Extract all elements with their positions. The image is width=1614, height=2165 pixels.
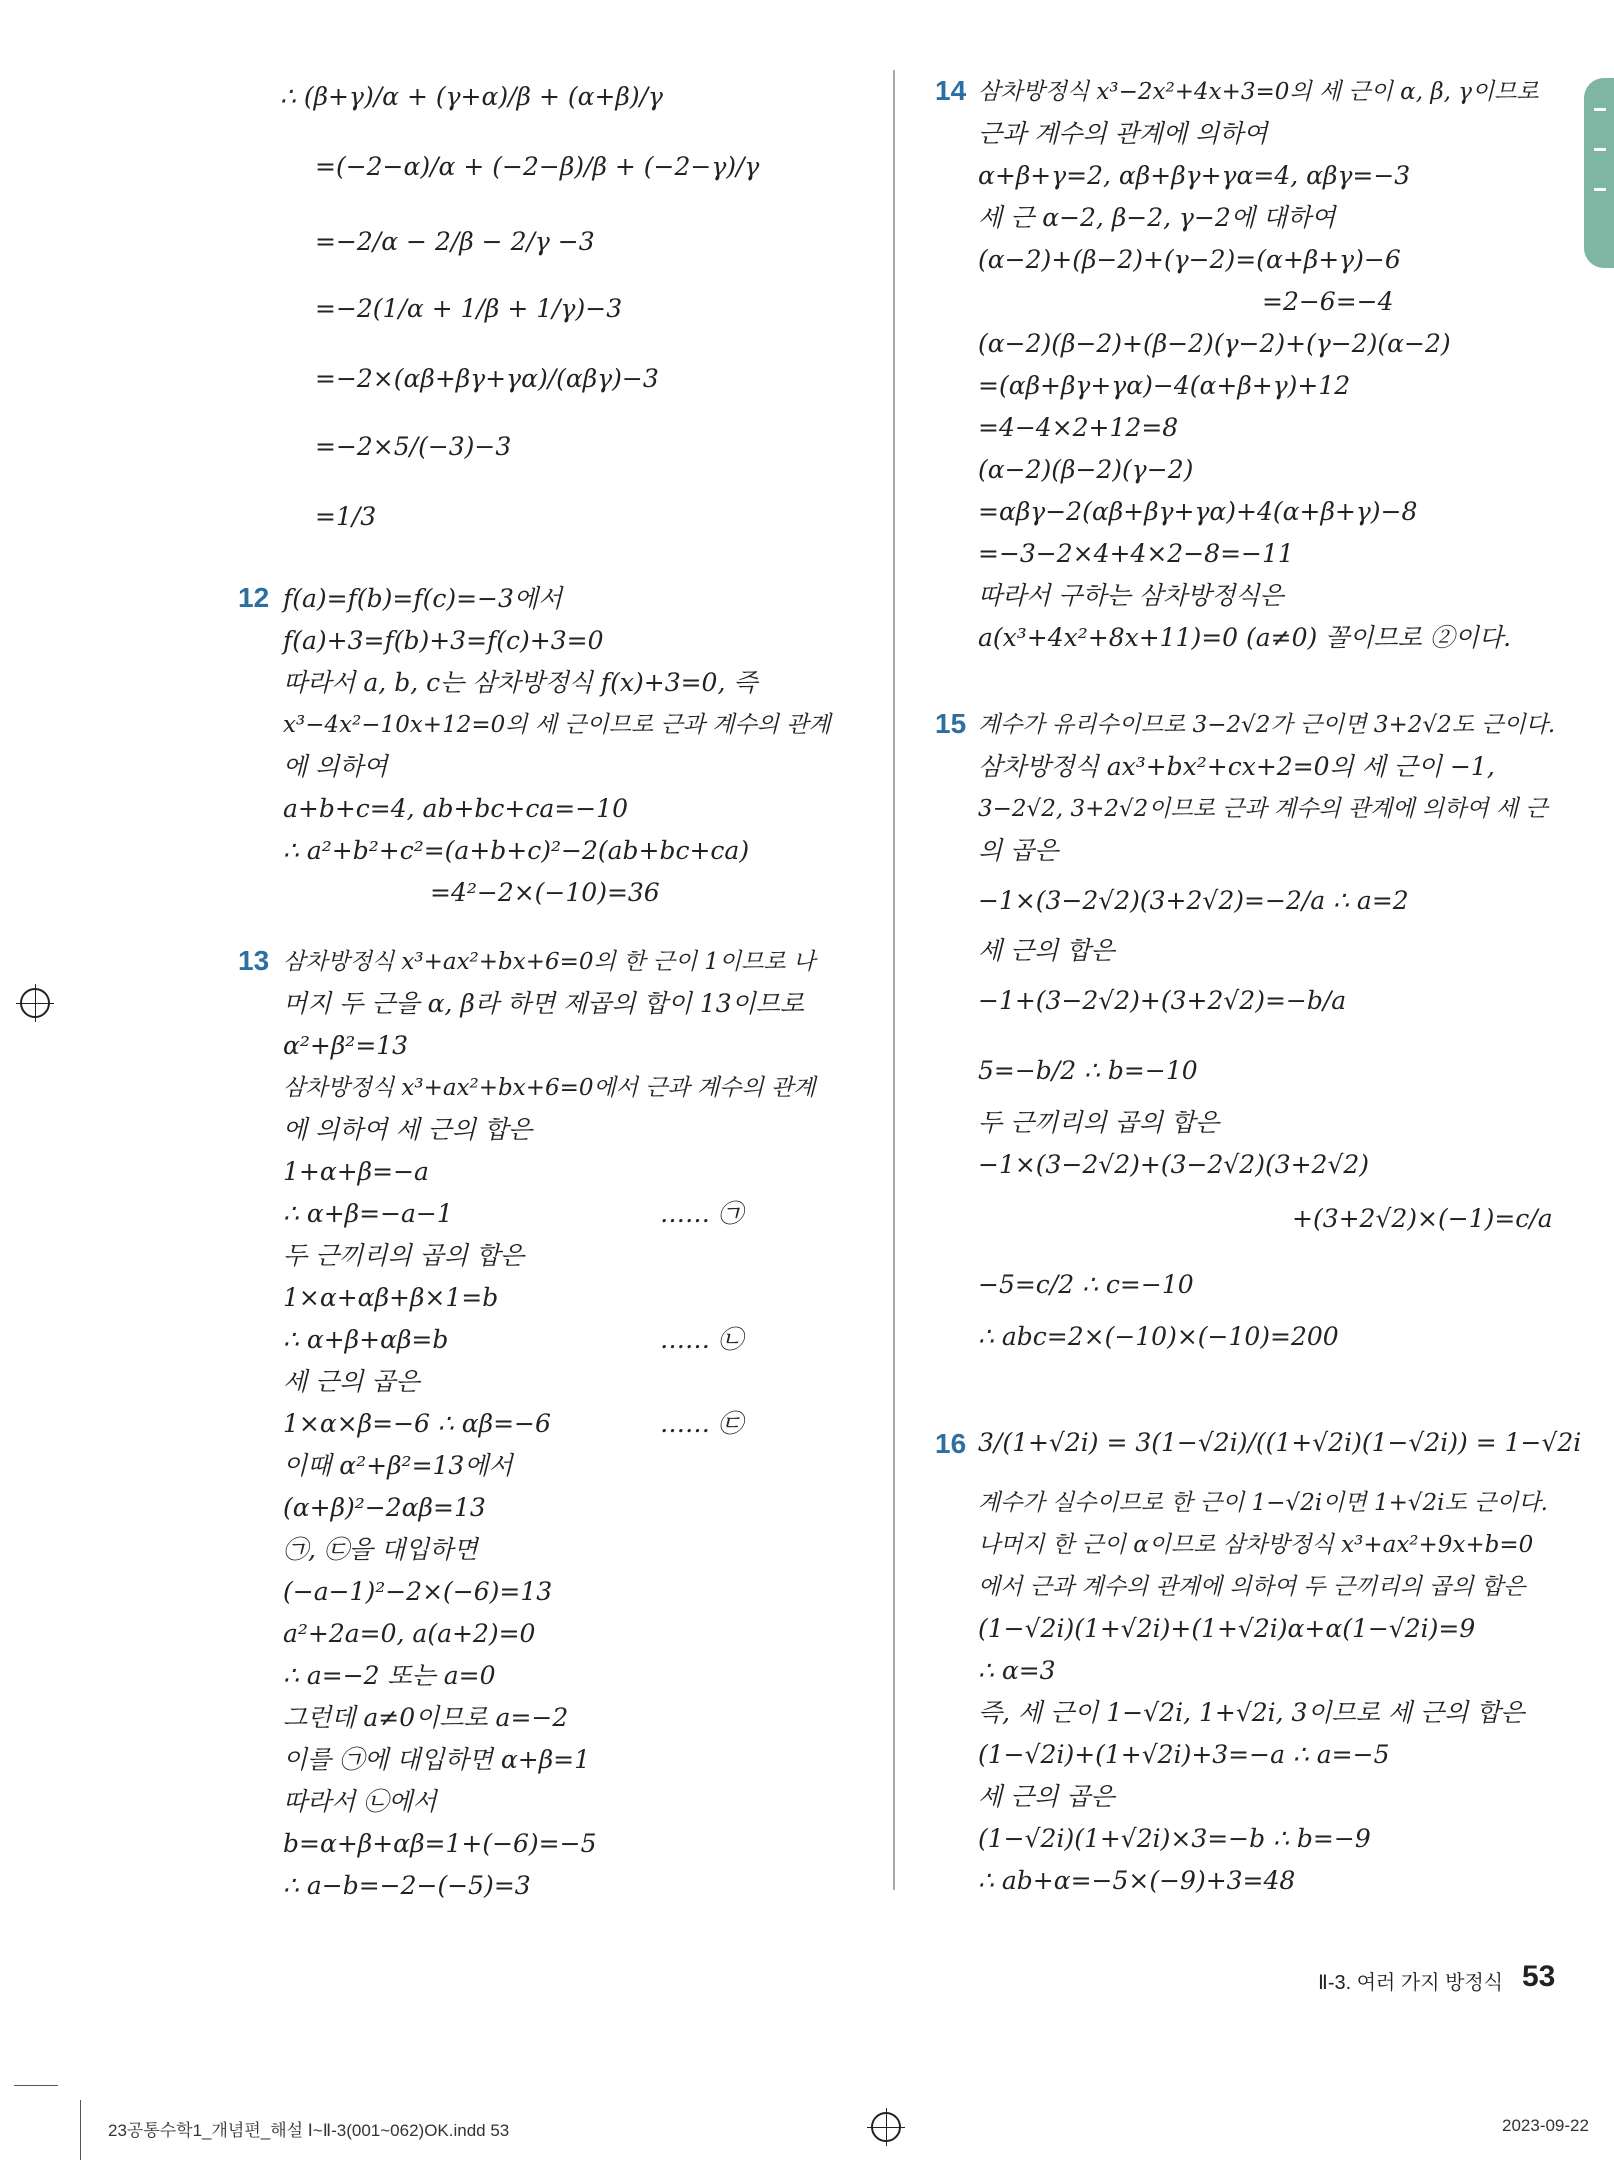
p13-line: 1+α+β=−a	[283, 1157, 429, 1186]
p12-line: x³−4x²−10x+12=0의 세 근이므로 근과 계수의 관계	[283, 712, 831, 738]
problem-number: 16	[935, 1428, 967, 1459]
p14-line: 근과 계수의 관계에 의하여	[978, 119, 1268, 148]
p16-line: 세 근의 곱은	[978, 1782, 1115, 1811]
problem-number: 15	[935, 708, 967, 739]
p15-line: ∴ abc=2×(−10)×(−10)=200	[978, 1322, 1339, 1351]
p13-line: ∴ a−b=−2−(−5)=3	[283, 1871, 531, 1900]
p16-line: (1−√2i)(1+√2i)+(1+√2i)α+α(1−√2i)=9	[978, 1614, 1476, 1643]
p11-line: =−2×(αβ+βγ+γα)/(αβγ)−3	[315, 364, 659, 393]
p11-line: =1/3	[315, 502, 377, 531]
p13-line: 이를 ㉠에 대입하면 α+β=1	[283, 1745, 591, 1774]
p16-line: 나머지 한 근이 α이므로 삼차방정식 x³+ax²+9x+b=0	[978, 1532, 1534, 1558]
p13-line: ∴ α+β+αβ=b	[283, 1325, 449, 1354]
p13-line: 머지 두 근을 α, β라 하면 제곱의 합이 13이므로	[283, 989, 805, 1018]
p14-line: (α−2)(β−2)+(β−2)(γ−2)+(γ−2)(α−2)	[978, 329, 1451, 358]
equation-mark: …… ㉠	[660, 1199, 743, 1228]
p13-line: 1×α+αβ+β×1=b	[283, 1283, 499, 1312]
problem-number: 12	[238, 582, 270, 613]
p14-line: 세 근 α−2, β−2, γ−2에 대하여	[978, 203, 1336, 232]
section-tab	[1584, 78, 1614, 268]
p15-line: 계수가 유리수이므로 3−2√2가 근이면 3+2√2도 근이다.	[978, 712, 1556, 738]
p13-line: α²+β²=13	[283, 1031, 409, 1060]
p13-line: 이때 α²+β²=13에서	[283, 1451, 513, 1480]
p14-line: (α−2)+(β−2)+(γ−2)=(α+β+γ)−6	[978, 245, 1401, 274]
p14-line: 따라서 구하는 삼차방정식은	[978, 581, 1284, 610]
p13-line: 그런데 a≠0이므로 a=−2	[283, 1703, 569, 1732]
p15-line: −5=c/2 ∴ c=−10	[978, 1270, 1194, 1299]
p11-line: =−2(1/α + 1/β + 1/γ)−3	[315, 294, 623, 323]
p15-line: 3−2√2, 3+2√2이므로 근과 계수의 관계에 의하여 세 근	[978, 796, 1548, 822]
p15-line: −1+(3−2√2)+(3+2√2)=−b/a	[978, 986, 1347, 1015]
p13-line: ㉠, ㉢을 대입하면	[283, 1535, 478, 1564]
p16-line: (1−√2i)+(1+√2i)+3=−a ∴ a=−5	[978, 1740, 1390, 1769]
p15-line: 삼차방정식 ax³+bx²+cx+2=0의 세 근이 −1,	[978, 752, 1495, 781]
p13-line: 두 근끼리의 곱의 합은	[283, 1241, 525, 1270]
p15-line: 세 근의 합은	[978, 936, 1115, 965]
p13-line: 삼차방정식 x³+ax²+bx+6=0의 한 근이 1이므로 나	[283, 949, 816, 975]
p14-line: (α−2)(β−2)(γ−2)	[978, 455, 1194, 484]
p11-line: ∴ (β+γ)/α + (γ+α)/β + (α+β)/γ	[280, 82, 663, 111]
p15-line: 두 근끼리의 곱의 합은	[978, 1108, 1220, 1137]
p13-line: (−a−1)²−2×(−6)=13	[283, 1577, 553, 1606]
registration-mark-icon	[20, 988, 50, 1018]
p13-line: (α+β)²−2αβ=13	[283, 1493, 486, 1522]
crop-mark	[80, 2100, 81, 2160]
p16-line: 계수가 실수이므로 한 근이 1−√2i이면 1+√2i도 근이다.	[978, 1490, 1548, 1516]
p12-line: f(a)+3=f(b)+3=f(c)+3=0	[283, 626, 604, 655]
p16-line: ∴ α=3	[978, 1656, 1056, 1685]
p15-line: +(3+2√2)×(−1)=c/a	[1292, 1204, 1553, 1233]
crop-mark	[14, 2085, 58, 2086]
p12-line: 에 의하여	[283, 752, 388, 781]
print-file-info: 23공통수학1_개념편_해설 Ⅰ~Ⅱ-3(001~062)OK.indd 53	[108, 2121, 510, 2140]
equation-mark: …… ㉢	[660, 1409, 743, 1438]
p13-line: 1×α×β=−6 ∴ αβ=−6	[283, 1409, 551, 1438]
p12-line: 따라서 a, b, c는 삼차방정식 f(x)+3=0, 즉	[283, 668, 758, 697]
registration-mark-icon	[871, 2112, 901, 2142]
problem-number: 13	[238, 945, 270, 976]
p14-line: a(x³+4x²+8x+11)=0 (a≠0) 꼴이므로 ②이다.	[978, 623, 1512, 652]
p12-line: ∴ a²+b²+c²=(a+b+c)²−2(ab+bc+ca)	[283, 836, 750, 865]
p11-line: =−2/α − 2/β − 2/γ −3	[315, 227, 595, 256]
p13-line: 따라서 ㉡에서	[283, 1787, 437, 1816]
p14-line: =2−6=−4	[1262, 287, 1394, 316]
p13-line: b=α+β+αβ=1+(−6)=−5	[283, 1829, 597, 1858]
p15-line: 의 곱은	[978, 836, 1059, 865]
print-date: 2023-09-22	[1502, 2116, 1589, 2135]
p15-line: −1×(3−2√2)+(3−2√2)(3+2√2)	[978, 1150, 1370, 1179]
p11-line: =(−2−α)/α + (−2−β)/β + (−2−γ)/γ	[315, 152, 760, 181]
problem-number: 14	[935, 75, 967, 106]
p12-line: =4²−2×(−10)=36	[430, 878, 660, 907]
p13-line: 삼차방정식 x³+ax²+bx+6=0에서 근과 계수의 관계	[283, 1075, 816, 1101]
p13-line: ∴ α+β=−a−1	[283, 1199, 453, 1228]
equation-mark: …… ㉡	[660, 1325, 743, 1354]
p14-line: =αβγ−2(αβ+βγ+γα)+4(α+β+γ)−8	[978, 497, 1418, 526]
p14-line: α+β+γ=2, αβ+βγ+γα=4, αβγ=−3	[978, 161, 1411, 190]
p16-line: 즉, 세 근이 1−√2i, 1+√2i, 3이므로 세 근의 합은	[978, 1698, 1525, 1727]
p14-line: =(αβ+βγ+γα)−4(α+β+γ)+12	[978, 371, 1351, 400]
p16-line: ∴ ab+α=−5×(−9)+3=48	[978, 1866, 1296, 1895]
column-divider	[893, 70, 895, 1890]
p13-line: a²+2a=0, a(a+2)=0	[283, 1619, 536, 1648]
p14-line: =−3−2×4+4×2−8=−11	[978, 539, 1294, 568]
p16-line: (1−√2i)(1+√2i)×3=−b ∴ b=−9	[978, 1824, 1371, 1853]
page-number: 53	[1522, 1960, 1556, 1993]
p15-line: 5=−b/2 ∴ b=−10	[978, 1056, 1198, 1085]
p13-line: 세 근의 곱은	[283, 1367, 420, 1396]
p16-line: 에서 근과 계수의 관계에 의하여 두 근끼리의 곱의 합은	[978, 1574, 1526, 1600]
p14-line: =4−4×2+12=8	[978, 413, 1179, 442]
p11-line: =−2×5/(−3)−3	[315, 432, 512, 461]
p13-line: 에 의하여 세 근의 합은	[283, 1115, 533, 1144]
p16-line: 3/(1+√2i) = 3(1−√2i)/((1+√2i)(1−√2i)) = 1−√2i	[978, 1428, 1582, 1457]
section-title: Ⅱ-3. 여러 가지 방정식	[1318, 1972, 1504, 1994]
p13-line: ∴ a=−2 또는 a=0	[283, 1661, 496, 1690]
p14-line: 삼차방정식 x³−2x²+4x+3=0의 세 근이 α, β, γ이므로	[978, 79, 1539, 105]
p15-line: −1×(3−2√2)(3+2√2)=−2/a ∴ a=2	[978, 886, 1409, 915]
p12-line: f(a)=f(b)=f(c)=−3에서	[283, 584, 563, 613]
p12-line: a+b+c=4, ab+bc+ca=−10	[283, 794, 628, 823]
